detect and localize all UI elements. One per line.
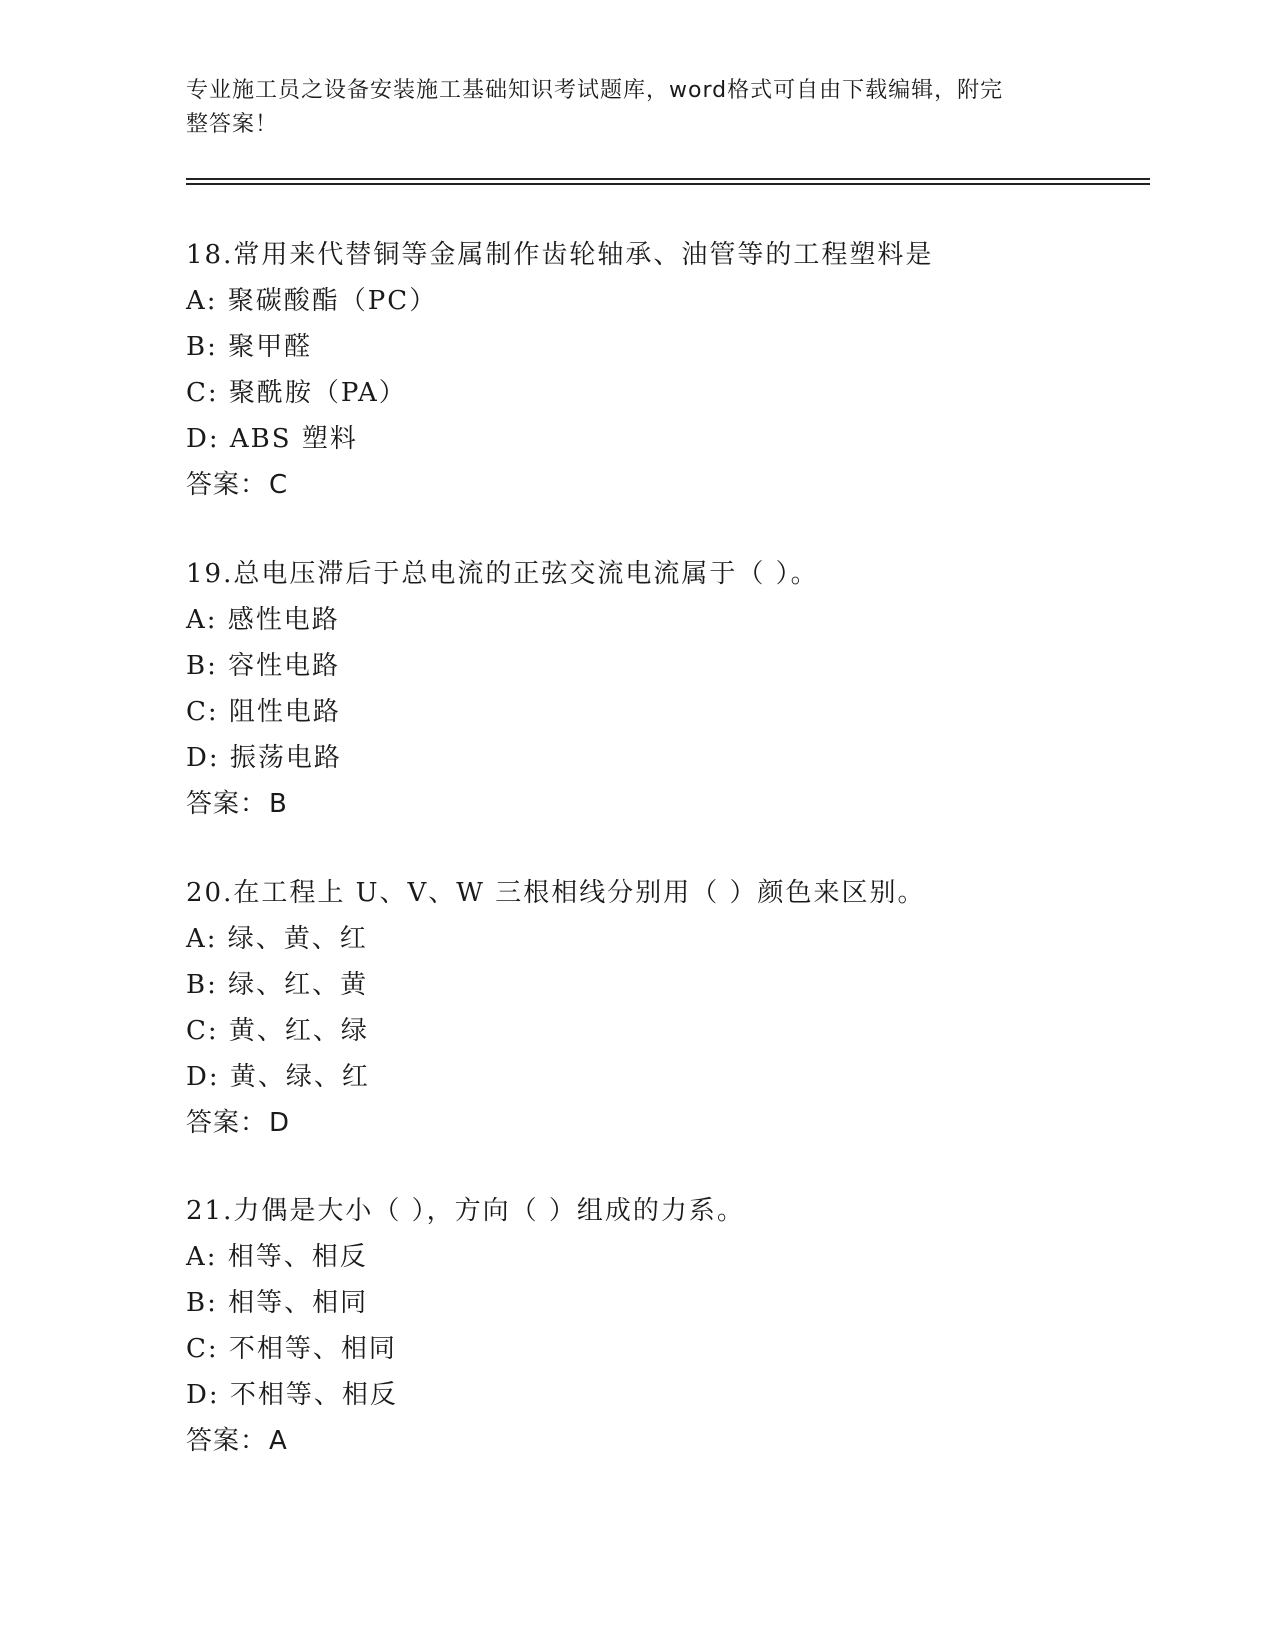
answer-value: A bbox=[269, 1426, 288, 1456]
option-b: B: 相等、相同 bbox=[186, 1288, 369, 1318]
question-20 bbox=[186, 870, 1146, 1146]
question-18 bbox=[186, 232, 1146, 508]
option-c: C: 不相等、相同 bbox=[186, 1334, 397, 1364]
option-a: A: 相等、相反 bbox=[186, 1242, 368, 1272]
question-stem: 19.总电压滞后于总电流的正弦交流电流属于（ ）。 bbox=[186, 559, 819, 589]
option-c: C: 黄、红、绿 bbox=[186, 1016, 369, 1046]
answer-line bbox=[186, 1100, 1146, 1146]
answer-label: 答案： bbox=[186, 789, 268, 819]
question-stem: 21.力偶是大小（ ），方向（ ）组成的力系。 bbox=[186, 1196, 745, 1226]
answer-line bbox=[186, 462, 1146, 508]
answer-value: B bbox=[269, 789, 288, 819]
option-d: D: ABS 塑料 bbox=[186, 424, 358, 454]
answer-value: C bbox=[269, 470, 289, 500]
document-header bbox=[186, 74, 1066, 142]
header-divider-bottom bbox=[186, 183, 1150, 185]
option-c: C: 阻性电路 bbox=[186, 697, 341, 727]
answer-value: D bbox=[269, 1108, 291, 1138]
answer-label: 答案： bbox=[186, 1108, 268, 1138]
option-a: A: 感性电路 bbox=[186, 605, 340, 635]
answer-line bbox=[186, 781, 1146, 827]
option-d: D: 不相等、相反 bbox=[186, 1380, 398, 1410]
answer-label: 答案： bbox=[186, 470, 268, 500]
option-d: D: 振荡电路 bbox=[186, 743, 342, 773]
answer-line bbox=[186, 1418, 1146, 1464]
option-a: A: 绿、黄、红 bbox=[186, 924, 368, 954]
question-21 bbox=[186, 1188, 1146, 1464]
header-line-2: 整答案！ bbox=[186, 112, 279, 137]
question-stem: 20.在工程上 U、V、W 三根相线分别用（ ）颜色来区别。 bbox=[186, 878, 926, 908]
option-a: A: 聚碳酸酯（PC） bbox=[186, 286, 438, 316]
option-d: D: 黄、绿、红 bbox=[186, 1062, 370, 1092]
header-divider-top bbox=[186, 178, 1150, 180]
question-19 bbox=[186, 551, 1146, 827]
question-stem: 18.常用来代替铜等金属制作齿轮轴承、油管等的工程塑料是 bbox=[186, 240, 934, 270]
option-c: C: 聚酰胺（PA） bbox=[186, 378, 407, 408]
option-b: B: 聚甲醛 bbox=[186, 332, 313, 362]
answer-label: 答案： bbox=[186, 1426, 268, 1456]
header-line-1: 专业施工员之设备安装施工基础知识考试题库，word格式可自由下载编辑，附完 bbox=[186, 78, 1004, 103]
option-b: B: 绿、红、黄 bbox=[186, 970, 369, 1000]
option-b: B: 容性电路 bbox=[186, 651, 341, 681]
